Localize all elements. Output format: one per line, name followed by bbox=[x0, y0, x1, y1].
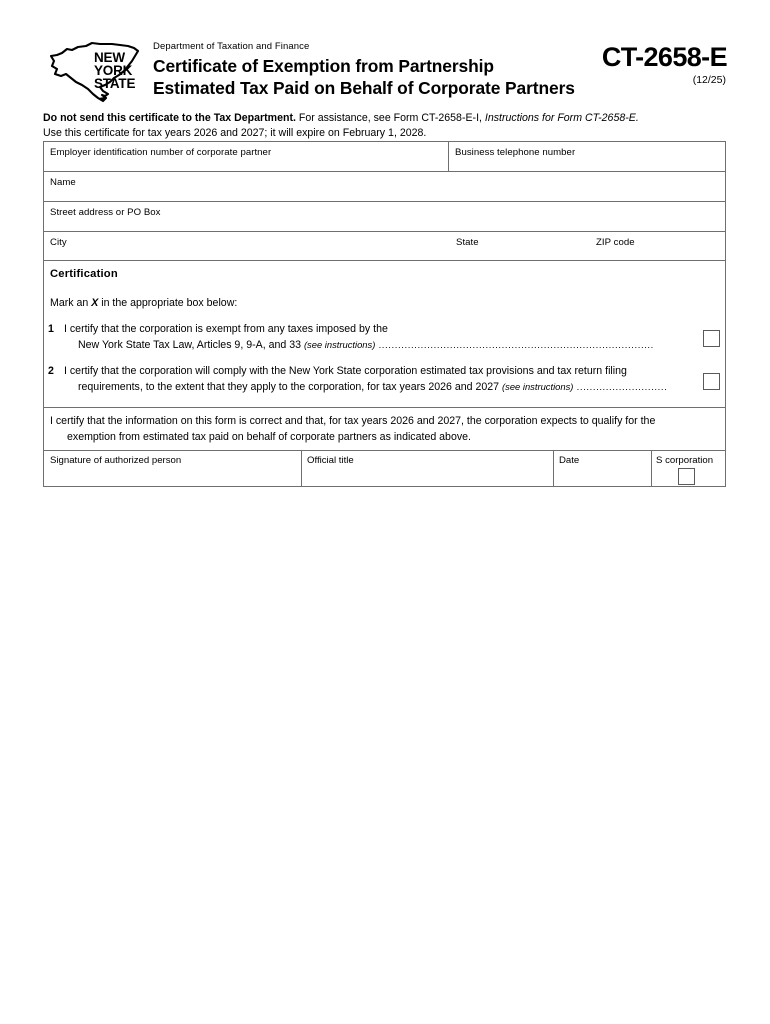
ein-input[interactable] bbox=[48, 159, 446, 170]
zip-code-input[interactable] bbox=[594, 248, 719, 259]
table-divider bbox=[44, 260, 725, 261]
certification-instruction-post: in the appropriate box below: bbox=[98, 297, 238, 309]
notice-block bbox=[43, 111, 733, 140]
signature-input[interactable] bbox=[48, 467, 298, 485]
page-title-line2: Estimated Tax Paid on Behalf of Corporate Partners bbox=[153, 77, 575, 98]
official-title-input[interactable] bbox=[305, 467, 550, 485]
certification-item-1-text bbox=[64, 322, 704, 354]
notice-rest-text: For assistance, see Form CT-2658-E-I, bbox=[295, 112, 485, 124]
notice-line-2: Use this certificate for tax years 2026 and 2027; it will expire on February 1, 2028. bbox=[43, 126, 427, 139]
attestation-line-2: exemption from estimated tax paid on behalf of corporate partners as indicated above. bbox=[67, 430, 471, 443]
notice-line-1 bbox=[43, 111, 733, 126]
new-york-state-logo-icon bbox=[48, 40, 153, 104]
certification-item-2-line1: I certify that the corporation will comply with the New York State corporation estimated tax provisions and tax return filing bbox=[64, 365, 627, 377]
notice-italic-text: Instructions for Form CT-2658-E. bbox=[484, 112, 639, 124]
certification-item-2-checkbox[interactable] bbox=[703, 373, 720, 390]
certification-item-1-line2-pre: New York State Tax Law, Articles 9, 9-A, and 33 bbox=[78, 339, 304, 352]
form-number: CT-2658-E bbox=[601, 42, 727, 72]
svg-text:NEW: NEW bbox=[94, 50, 125, 65]
state-input[interactable] bbox=[454, 248, 584, 259]
attestation-paragraph bbox=[50, 414, 718, 445]
form-table bbox=[43, 141, 726, 487]
city-input[interactable] bbox=[48, 248, 448, 259]
attestation-line-1: I certify that the information on this form is correct and that, for tax years 2026 and 2027, the corporation expects to qualify for the bbox=[50, 415, 656, 427]
certification-instruction-pre: Mark an bbox=[50, 297, 92, 309]
state-field-label: State bbox=[456, 237, 479, 248]
certification-instruction bbox=[50, 297, 237, 309]
certification-item-1-line1: I certify that the corporation is exempt from any taxes imposed by the bbox=[64, 323, 388, 335]
city-field-label: City bbox=[50, 237, 67, 248]
official-title-field-label: Official title bbox=[307, 455, 354, 466]
certification-item-2-see-instructions: (see instructions) bbox=[502, 381, 574, 393]
form-revision-date: (12/25) bbox=[692, 74, 726, 86]
signature-field-label: Signature of authorized person bbox=[50, 455, 182, 466]
table-divider bbox=[44, 171, 725, 172]
certification-heading: Certification bbox=[50, 268, 118, 280]
department-line: Department of Taxation and Finance bbox=[153, 41, 310, 52]
s-corporation-field-label: S corporation bbox=[656, 455, 714, 466]
name-field-label: Name bbox=[50, 177, 76, 188]
business-telephone-field-label: Business telephone number bbox=[455, 147, 576, 158]
certification-item-2-line2-pre: requirements, to the extent that they apply to the corporation, for tax years 2026 and 2027 bbox=[78, 381, 503, 394]
table-divider bbox=[651, 450, 652, 487]
table-divider bbox=[44, 450, 725, 451]
certification-item-2-number: 2 bbox=[48, 365, 54, 377]
date-input[interactable] bbox=[557, 467, 648, 485]
certification-item-1-number: 1 bbox=[48, 323, 54, 335]
table-divider bbox=[44, 201, 725, 202]
date-field-label: Date bbox=[559, 455, 580, 466]
certification-item-2-leader: ............................ bbox=[573, 382, 668, 394]
certification-instruction-x: X bbox=[91, 297, 99, 309]
certification-item-1-line2 bbox=[64, 337, 704, 353]
table-divider bbox=[44, 407, 725, 408]
table-divider bbox=[553, 450, 554, 487]
form-header bbox=[43, 36, 727, 108]
street-address-field-label: Street address or PO Box bbox=[50, 207, 161, 218]
table-divider bbox=[301, 450, 302, 487]
svg-text:YORK: YORK bbox=[94, 63, 133, 78]
certification-item-2-line2 bbox=[64, 379, 704, 395]
table-divider bbox=[44, 231, 725, 232]
certification-item-2-text bbox=[64, 364, 704, 396]
svg-text:STATE: STATE bbox=[94, 76, 136, 91]
page-title bbox=[153, 56, 575, 99]
certification-item-1-checkbox[interactable] bbox=[703, 330, 720, 347]
page-title-line1: Certificate of Exemption from Partnership bbox=[153, 56, 494, 76]
table-divider bbox=[448, 142, 449, 171]
name-input[interactable] bbox=[48, 188, 721, 200]
zip-code-field-label: ZIP code bbox=[596, 237, 635, 248]
certification-item-1-leader: ..................................................................................... bbox=[375, 340, 654, 352]
certification-item-1-see-instructions: (see instructions) bbox=[303, 339, 376, 351]
street-address-input[interactable] bbox=[48, 218, 721, 230]
s-corporation-checkbox[interactable] bbox=[678, 468, 695, 485]
ein-field-label: Employer identification number of corporate partner bbox=[50, 147, 272, 158]
notice-bold-text: Do not send this certificate to the Tax Department. bbox=[43, 112, 296, 124]
business-telephone-input[interactable] bbox=[453, 159, 721, 170]
